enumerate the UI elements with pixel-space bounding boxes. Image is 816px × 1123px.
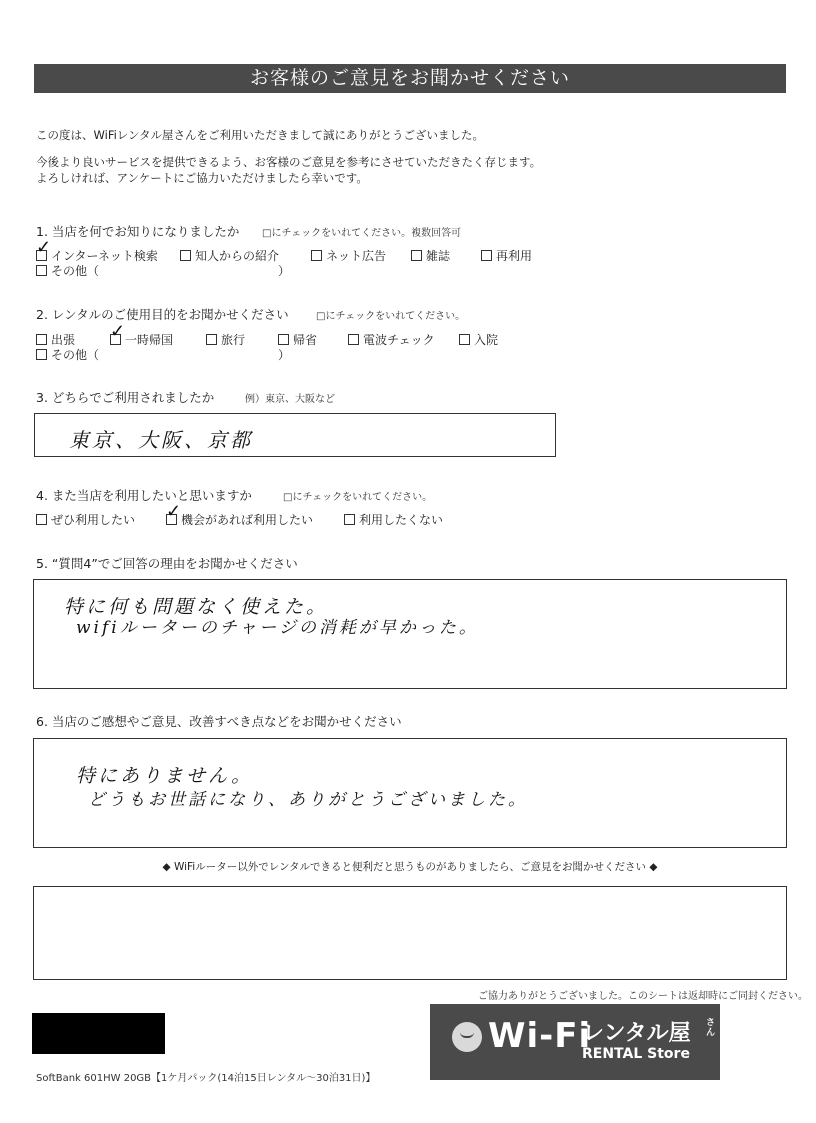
q4-title: 4. また当店を利用したいと思いますか <box>36 488 252 503</box>
mascot-icon <box>452 1022 482 1052</box>
checkbox-icon[interactable] <box>348 334 359 345</box>
q1-option-referral[interactable]: 知人からの紹介 <box>180 247 279 264</box>
checkbox-icon[interactable] <box>166 501 182 525</box>
intro-line-3: よろしければ、アンケートにご協力いただけましたら幸いです。 <box>36 171 368 185</box>
product-info: SoftBank 601HW 20GB【1ケ月パック(14泊15日レンタル～30泊31日)】 <box>36 1073 376 1084</box>
thanks-note: ご協力ありがとうございました。このシートは返却時にご同封ください。 <box>478 991 808 1002</box>
q6-answer-line-1: 特にありません。 <box>76 765 254 787</box>
q7-title: ◆ WiFiルーター以外でレンタルできると便利だと思うものがありましたら、ご意見をお聞かせください ◆ <box>162 861 658 873</box>
q1-title: 1. 当店を何でお知りになりましたか <box>36 224 240 239</box>
q2-option-business[interactable]: 出張 <box>36 331 75 348</box>
q6-answer-line-2: どうもお世話になり、ありがとうございました。 <box>88 790 528 810</box>
intro-line-1: この度は、WiFiレンタル屋さんをご利用いただきまして誠にありがとうございました。 <box>36 128 485 142</box>
q1-other-close: ） <box>278 264 291 278</box>
q2-option-temp-return[interactable]: ✓ 一時帰国 <box>110 321 174 347</box>
q2-option-hospital[interactable]: 入院 <box>459 331 498 348</box>
q2-option-travel[interactable]: 旅行 <box>206 331 245 348</box>
q4-option-definitely[interactable]: ぜひ利用したい <box>36 511 135 528</box>
checkbox-icon[interactable] <box>36 334 47 345</box>
checkbox-icon[interactable] <box>311 250 322 261</box>
check-mark-icon: ✓ <box>36 237 52 258</box>
q2-option-signal-check[interactable]: 電波チェック <box>348 331 435 348</box>
q2-other-close: ） <box>278 348 291 362</box>
q5-answer-box[interactable] <box>33 579 787 689</box>
checkbox-icon[interactable] <box>110 321 126 345</box>
q5-answer-line-2: wifiルーターのチャージの消耗が早かった。 <box>76 618 479 638</box>
q1-option-net-ad[interactable]: ネット広告 <box>311 247 386 264</box>
q1-note: □にチェックをいれてください。複数回答可 <box>262 228 462 239</box>
q3-answer-text: 東京、大阪、京都 <box>69 428 253 452</box>
checkbox-icon[interactable] <box>344 514 355 525</box>
wifi-rental-logo <box>430 1004 720 1080</box>
q2-note: □にチェックをいれてください。 <box>316 311 466 322</box>
q2-option-homecoming[interactable]: 帰省 <box>278 331 317 348</box>
checkbox-icon[interactable] <box>180 250 191 261</box>
q4-note: □にチェックをいれてください。 <box>283 492 433 503</box>
survey-title: お客様のご意見をお聞かせください <box>34 64 786 93</box>
q3-title: 3. どちらでご利用されましたか <box>36 390 215 405</box>
checkbox-icon[interactable] <box>481 250 492 261</box>
logo-en-text: RENTAL Store <box>582 1046 690 1062</box>
q1-option-magazine[interactable]: 雑誌 <box>411 247 450 264</box>
checkbox-icon[interactable] <box>206 334 217 345</box>
q4-option-if-chance[interactable]: ✓ 機会があれば利用したい <box>166 501 314 527</box>
logo-wifi-text: Wi-Fi <box>488 1016 592 1056</box>
checkbox-icon[interactable] <box>36 265 47 276</box>
q6-answer-box[interactable] <box>33 738 787 848</box>
q3-note: 例）東京、大阪など <box>245 394 335 405</box>
q7-answer-box[interactable] <box>33 886 787 980</box>
checkbox-icon[interactable] <box>459 334 470 345</box>
check-mark-icon: ✓ <box>110 321 126 342</box>
check-mark-icon: ✓ <box>166 501 182 522</box>
checkbox-icon[interactable] <box>278 334 289 345</box>
redacted-block <box>32 1013 165 1054</box>
checkbox-icon[interactable] <box>36 237 52 261</box>
q1-option-other[interactable]: その他（ <box>36 262 99 279</box>
checkbox-icon[interactable] <box>411 250 422 261</box>
q4-option-no[interactable]: 利用したくない <box>344 511 443 528</box>
q3-answer-box[interactable] <box>34 413 556 457</box>
logo-jp-text: レンタル屋 <box>582 1021 691 1046</box>
logo-san-text: さん <box>706 1018 716 1038</box>
q2-option-other[interactable]: その他（ <box>36 346 99 363</box>
q5-answer-line-1: 特に何も問題なく使えた。 <box>64 596 329 618</box>
q1-option-reuse[interactable]: 再利用 <box>481 247 532 264</box>
q6-title: 6. 当店のご感想やご意見、改善すべき点などをお聞かせください <box>36 714 402 729</box>
checkbox-icon[interactable] <box>36 349 47 360</box>
checkbox-icon[interactable] <box>36 514 47 525</box>
q2-title: 2. レンタルのご使用目的をお聞かせください <box>36 307 289 322</box>
q5-title: 5. “質問4”でご回答の理由をお聞かせください <box>36 556 298 571</box>
q1-option-internet[interactable]: ✓ インターネット検索 <box>36 237 158 263</box>
mascot-face <box>460 1032 474 1038</box>
intro-line-2: 今後より良いサービスを提供できるよう、お客様のご意見を参考にさせていただきたく存じます。 <box>36 155 542 169</box>
